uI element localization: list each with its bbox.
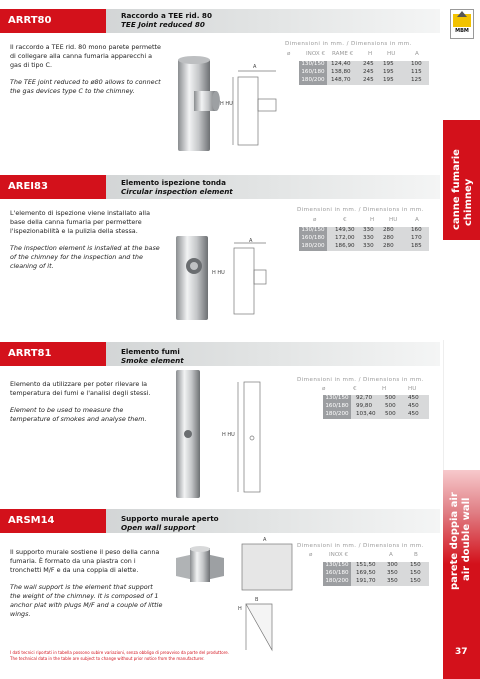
- table-row: 160/180 172,00 330 280 170: [299, 235, 429, 243]
- wall-support-drawing: [232, 538, 302, 658]
- description: Elemento da utilizzare per poter rilevare la temperatura dei fumi e l'analisi degli stessi. Element to be used to measure the temperature of smokes and analyse them.: [10, 380, 151, 423]
- table-row: 160/180 99,80 500 450: [323, 403, 429, 411]
- product-arrt80: ARRT80 Raccordo a TEE rid. 80 TEE Joint reduced 80 Il raccordo a TEE rid. 80 mono parete permette di collegare alla canna fumaria apparecchi a gas di tipo C. The TEE joint reduced to ø80 allows to connect the gas devices type C to the chimney. Dimensioni in mm. / Dimensions in mm. ø INOX € RAME € H HU A 130/150 124,40 245 195 100 160/180 138,80 245 195 115 180/200 148,70 245 195 125 A H HU: [0, 0, 440, 170]
- footer-note: I dati tecnici riportati in tabella possono subire variazioni, senza obbligo di preavviso da parte del produttore. The technical data in the table are subject to change without prior notice from the manufacturer.: [10, 650, 229, 661]
- price-table: [299, 61, 429, 86]
- tee-joint-drawing: [228, 65, 288, 150]
- dimensions-title: Dimensioni in mm. / Dimensions in mm.: [297, 377, 424, 383]
- table-row: 130/150 151,50 300 150: [323, 562, 429, 570]
- product-title: Supporto murale aperto Open wall support: [121, 514, 219, 532]
- description: L'elemento di ispezione viene installato alla base della canna fumaria per permettere l'ispezionabilità e la pulizia della stessa. The inspection element is installed at the base of the chimney for the inspection and the cleaning of it.: [10, 209, 160, 270]
- dimensions-title: Dimensioni in mm. / Dimensions in mm.: [297, 543, 424, 549]
- description: Il raccordo a TEE rid. 80 mono parete permette di collegare alla canna fumaria apparecchi a gas di tipo C. The TEE joint reduced to ø80 allows to connect the gas devices type C to the chimney.: [10, 43, 161, 95]
- sidebar-tab-air: parete doppia air air double wall: [443, 470, 480, 679]
- dimensions-title: Dimensioni in mm. / Dimensions in mm.: [285, 41, 412, 47]
- inspection-element-drawing: [226, 240, 276, 320]
- product-code: ARRT80: [0, 9, 106, 33]
- price-table: [299, 227, 429, 252]
- dimensions-title: Dimensioni in mm. / Dimensions in mm.: [297, 207, 424, 213]
- product-title: Raccordo a TEE rid. 80 TEE Joint reduced 80: [121, 11, 212, 29]
- table-row: 180/200 103,40 500 450: [323, 411, 429, 419]
- smoke-element-drawing: [232, 378, 272, 498]
- table-row: 180/200 148,70 245 195 125: [299, 77, 429, 85]
- price-table: [323, 562, 429, 587]
- product-code: ARSM14: [0, 509, 106, 533]
- tee-joint-photo: [170, 55, 220, 155]
- product-title: Elemento fumi Smoke element: [121, 347, 184, 365]
- table-row: 180/200 186,90 330 280 185: [299, 243, 429, 251]
- product-title: Elemento ispezione tonda Circular inspection element: [121, 178, 233, 196]
- inspection-element-photo: [172, 232, 212, 324]
- table-row: 160/180 138,80 245 195 115: [299, 69, 429, 77]
- price-table: [323, 395, 429, 420]
- logo: MBM: [450, 9, 474, 39]
- table-row: 180/200 191,70 350 150: [323, 578, 429, 586]
- wall-support-photo: [172, 540, 228, 596]
- table-row: 160/180 169,50 350 150: [323, 570, 429, 578]
- product-code: AREI83: [0, 175, 106, 199]
- page-number: 37: [455, 647, 468, 657]
- sidebar-tab-chimney: canne fumarie chimney: [443, 120, 480, 240]
- product-code: ARRT81: [0, 342, 106, 366]
- smoke-element-photo: [172, 368, 204, 502]
- description: Il supporto murale sostiene il peso della canna fumaria. È formato da una piastra con i tronchetti M/F e da una coppia di alette. The wall support is the element that support the weight of the chimney. It is composed of 1 anchor plat with plugs M/F and a couple of little wings.: [10, 548, 163, 618]
- table-row: 130/150 149,30 330 280 160: [299, 227, 429, 235]
- table-row: 130/150 124,40 245 195 100: [299, 61, 429, 69]
- table-row: 130/150 92,70 500 450: [323, 395, 429, 403]
